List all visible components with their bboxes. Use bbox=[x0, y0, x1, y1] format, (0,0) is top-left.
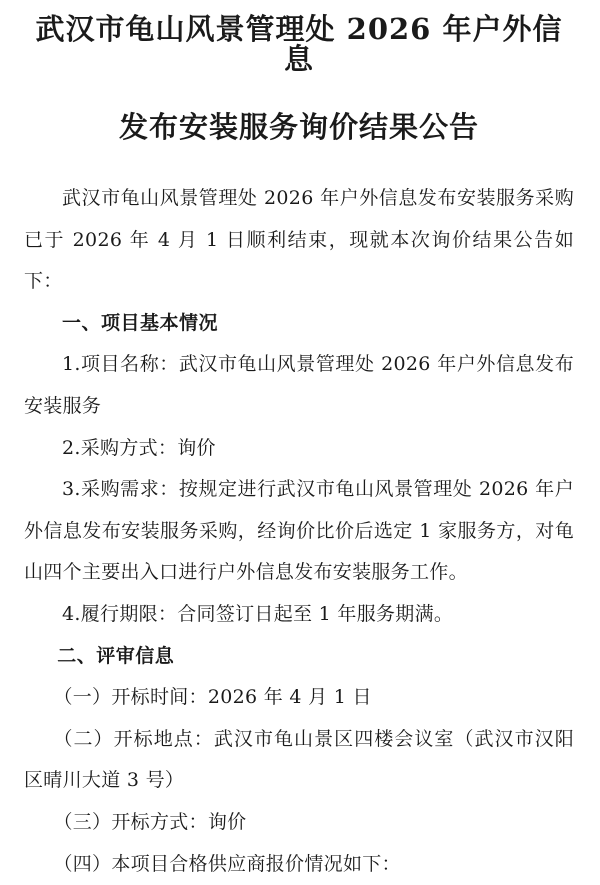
supplier-quote-item: （四）本项目合格供应商报价情况如下： bbox=[24, 844, 574, 885]
title-line-1: 武汉市龟山风景管理处 2026 年户外信息 bbox=[24, 0, 574, 74]
procurement-method-item: 2.采购方式：询价 bbox=[24, 428, 574, 470]
opening-location-item: （二）开标地点：武汉市龟山景区四楼会议室（武汉市汉阳区晴川大道 3 号） bbox=[24, 719, 574, 802]
title-line-2: 发布安装服务询价结果公告 bbox=[24, 112, 574, 142]
section-1-heading: 一、项目基本情况 bbox=[24, 303, 574, 345]
section-2-heading: 二、评审信息 bbox=[24, 636, 574, 678]
opening-method-item: （三）开标方式：询价 bbox=[24, 802, 574, 844]
announcement-body bbox=[24, 178, 574, 885]
performance-period-item: 4.履行期限：合同签订日起至 1 年服务期满。 bbox=[24, 594, 574, 636]
project-name-item: 1.项目名称：武汉市龟山风景管理处 2026 年户外信息发布安装服务 bbox=[24, 344, 574, 427]
intro-paragraph: 武汉市龟山风景管理处 2026 年户外信息发布安装服务采购已于 2026 年 4 月 1 日顺利结束，现就本次询价结果公告如下： bbox=[24, 178, 574, 303]
procurement-requirement-item: 3.采购需求：按规定进行武汉市龟山风景管理处 2026 年户外信息发布安装服务采购，经询价比价后选定 1 家服务方，对龟山四个主要出入口进行户外信息发布安装服务工作。 bbox=[24, 469, 574, 594]
opening-time-item: （一）开标时间：2026 年 4 月 1 日 bbox=[24, 677, 574, 719]
